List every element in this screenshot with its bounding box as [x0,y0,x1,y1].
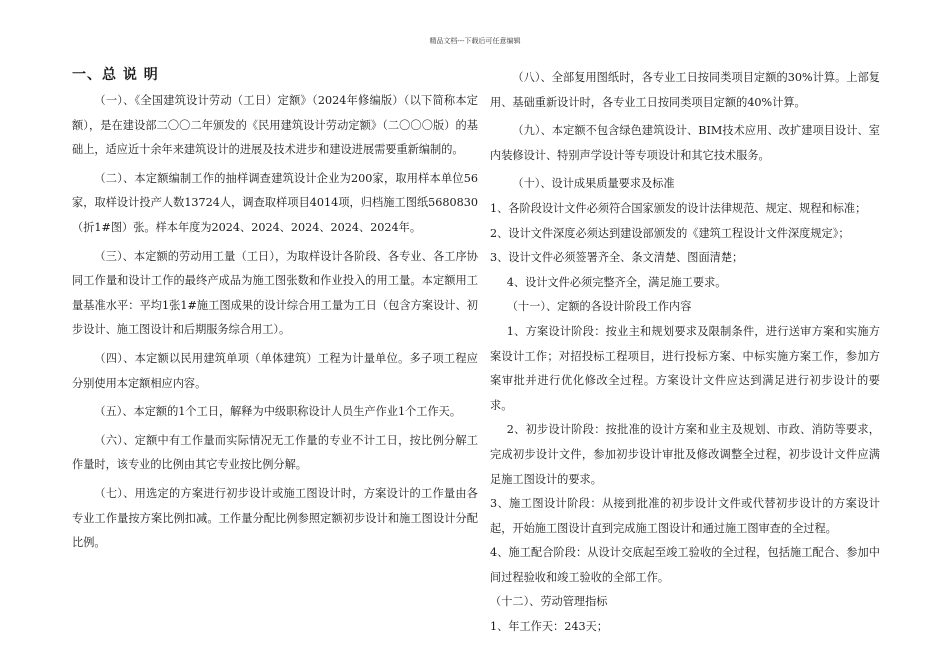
section-title: 一、总 说 明 [72,67,159,83]
stage-item-3: 3、施工图设计阶段：从接到批准的初步设计文件或代替初步设计的方案设计起，开始施工图设计直到完成施工图设计和通过施工图审查的全过程。 [490,497,880,535]
stage-item-4: 4、施工配合阶段：从设计交底起至竣工验收的全过程，包括施工配合、参加中间过程验收和竣工验收的全部工作。 [490,546,880,584]
paragraph-2: （二）、本定额编制工作的抽样调查建筑设计企业为200家，取用样本单位56家，取样设计投产人数13724人，调查取样项目4014项，归档施工图纸5680830（折1#图）张。样本年度为2024、2024、2024、2024、2024年。 [72,171,478,234]
right-column [490,66,880,640]
labor-item-1: 1、年工作天：243天； [490,620,608,634]
quality-item-3: 3、设计文件必须签署齐全、条文清楚、图面清楚； [490,251,744,265]
page-header: 精品文档---下载后可任意编辑 [429,37,521,45]
paragraph-6: （六）、定额中有工作量而实际情况无工作量的专业不计工日，按比例分解工作量时，该专业的比例由其它专业按比例分解。 [72,433,478,472]
paragraph-5: （五）、本定额的1个工日，解释为中级职称设计人员生产作业1个工作天。 [94,405,462,419]
paragraph-8: （八）、全部复用图纸时，各专业工日按同类项目定额的30%计算。上部复用、基础重新设计时，各专业工日按同类项目定额的40%计算。 [490,71,880,109]
paragraph-9: （九）、本定额不包含绿色建筑设计、BIM技术应用、改扩建项目设计、室内装修设计、特别声学设计等专项设计和其它技术服务。 [490,124,880,162]
stage-item-1: 1、方案设计阶段：按业主和规划要求及限制条件，进行送审方案和实施方案设计工作；对招投标工程项目，进行投标方案、中标实施方案工作，参加方案审批并进行优化修改全过程。方案设计文件应达到满足进行初步设计的要求。 [490,324,880,412]
stage-item-2: 2、初步设计阶段：按批准的设计方案和业主及规划、市政、消防等要求，完成初步设计文件，参加初步设计审批及修改调整全过程，初步设计文件应满足施工图设计的要求。 [490,423,880,486]
quality-item-4: 4、设计文件必须完整齐全，满足施工要求。 [506,275,727,289]
paragraph-1: （一）、《全国建筑设计劳动（工日）定额》（2024年修编版）（以下简称本定额），是在建设部二〇〇二年颁发的《民用建筑设计劳动定额》（二〇〇〇版）的基础上，适应近十余年来建筑设计的进展及技术进步和建设进展需要重新编制的。 [72,94,478,157]
paragraph-11: （十一）、定额的各设计阶段工作内容 [506,300,692,314]
paragraph-12: （十二）、劳动管理指标 [490,595,608,609]
paragraph-3: （三）、本定额的劳动用工量（工日），为取样设计各阶段、各专业、各工序协同工作量和设计工作的最终产成品为施工图张数和作业投入的用工量。本定额用工量基准水平：平均1张1#施工图成果的设计综合用工量为工日（包含方案设计、初步设计、施工图设计和后期服务综合用工）。 [72,249,478,337]
paragraph-4: （四）、本定额以民用建筑单项（单体建筑）工程为计量单位。多子项工程应分别使用本定额相应内容。 [72,351,478,390]
quality-item-1: 1、各阶段设计文件必须符合国家颁发的设计法律规范、规定、规程和标准； [490,201,867,215]
paragraph-7: （七）、用选定的方案进行初步设计或施工图设计时，方案设计的工作量由各专业工作量按方案比例扣减。工作量分配比例参照定额初步设计和施工图设计分配比例。 [72,486,478,550]
quality-item-2: 2、设计文件深度必须达到建设部颁发的《建筑工程设计文件深度规定》； [490,226,850,240]
left-column [72,64,478,556]
paragraph-10: （十）、设计成果质量要求及标准 [512,177,675,191]
